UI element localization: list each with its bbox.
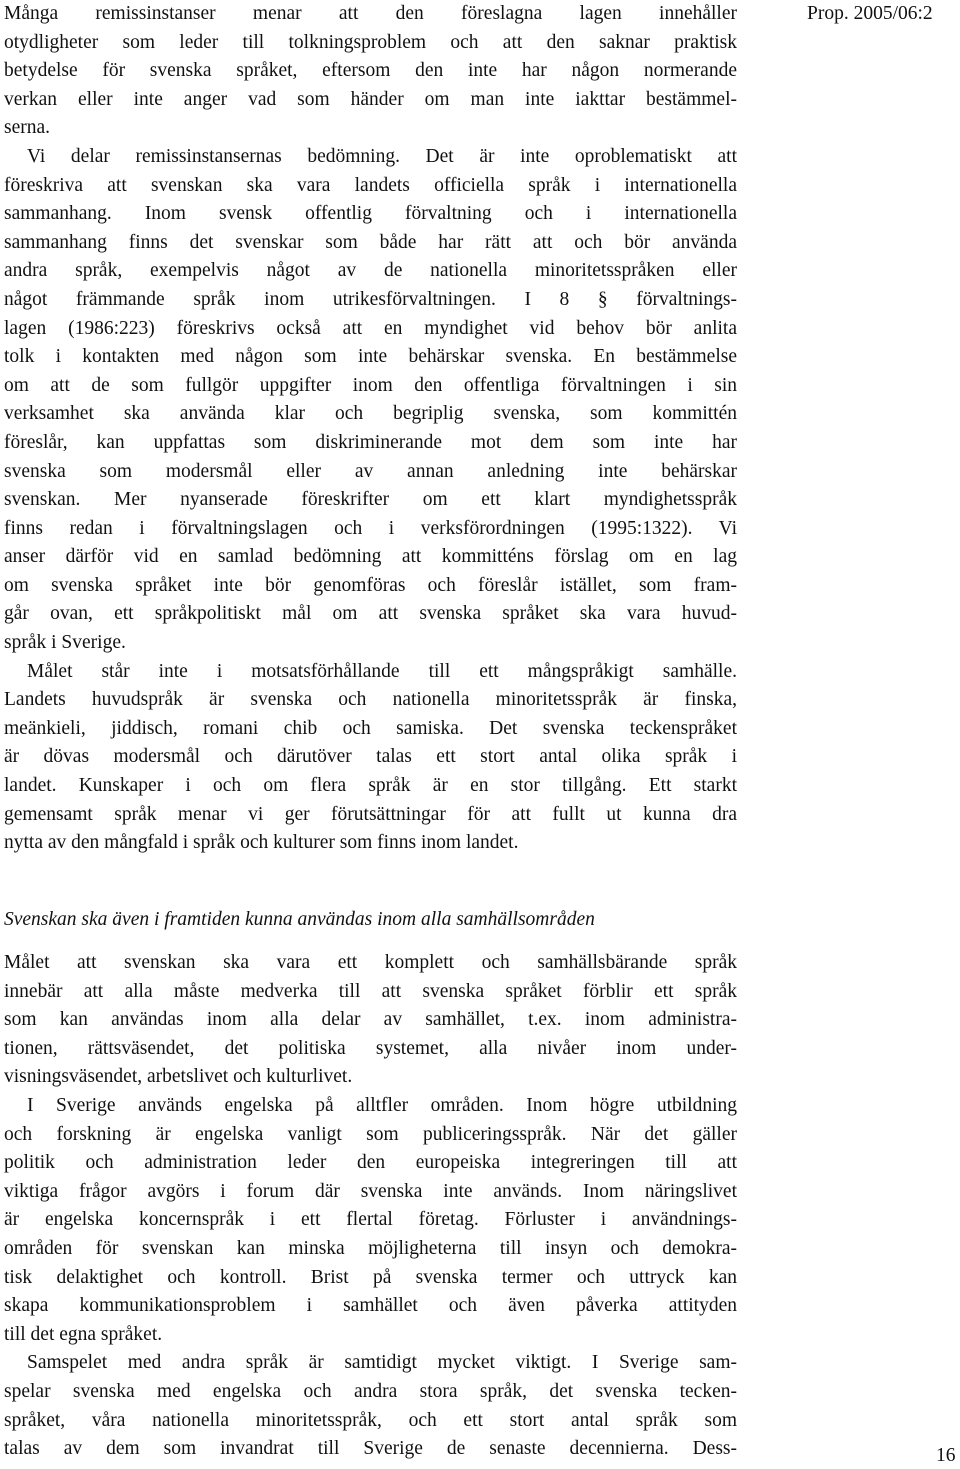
text-line: nytta av den mångfald i språk och kulturer som finns inom landet. xyxy=(4,832,519,854)
text-line: otydligheter som leder till tolkningsproblem och att den saknar praktisk xyxy=(4,31,737,53)
text-line: föreslår, kan uppfattas som diskriminerande mot dem som inte har xyxy=(4,431,737,453)
text-line: språk i Sverige. xyxy=(4,632,126,654)
text-line: Målet står inte i motsatsförhållande till ett mångspråkigt samhälle. xyxy=(27,660,737,682)
text-line: Många remissinstanser menar att den föreslagna lagen innehåller xyxy=(4,3,737,24)
text-line: om att de som fullgör uppgifter inom den offentliga förvaltningen i sin xyxy=(4,374,737,396)
text-line: spelar svenska med engelska och andra stora språk, det svenska tecken- xyxy=(4,1380,737,1402)
page-number: 16 xyxy=(936,1445,956,1466)
text-line: som kan användas inom alla delar av samhället, t.ex. inom administra- xyxy=(4,1009,737,1031)
lower-text-block xyxy=(4,949,737,1464)
text-line: gemensamt språk menar vi ger förutsättningar för att fullt ut kunna dra xyxy=(4,803,737,825)
text-line: om svenska språket inte bör genomföras och föreslår istället, som fram- xyxy=(4,574,737,596)
paragraph xyxy=(4,0,737,143)
text-line: sammanhang. Inom svensk offentlig förvaltning och i internationella xyxy=(4,203,737,225)
text-line: innebär att alla måste medverka till att svenska språket förblir ett språk xyxy=(4,980,737,1002)
text-line: är engelska koncernspråk i ett flertal företag. Förluster i användnings- xyxy=(4,1209,737,1231)
text-line: finns redan i förvaltningslagen och i verksförordningen (1995:1322). Vi xyxy=(4,517,737,539)
text-line: Vi delar remissinstansernas bedömning. Det är inte oproblematiskt att xyxy=(27,145,737,167)
text-line: föreskriva att svenskan ska vara landets officiella språk i internationella xyxy=(4,174,737,196)
text-line: sammanhang finns det svenskar som både har rätt att och bör använda xyxy=(4,231,737,253)
text-line: svenska som modersmål eller av annan anledning inte behärskar xyxy=(4,460,737,482)
text-line: anser därför vid en samlad bedömning att kommitténs förslag om en lag xyxy=(4,546,737,568)
section-heading: Svenskan ska även i framtiden kunna användas inom alla samhällsområden xyxy=(4,909,595,930)
text-line: något främmande språk inom utrikesförvaltningen. I 8 § förvaltnings- xyxy=(4,288,737,310)
text-line: tolk i kontakten med någon som inte behärskar svenska. En bestämmelse xyxy=(4,346,737,368)
text-line: går ovan, ett språkpolitiskt mål om att svenska språket ska vara huvud- xyxy=(4,603,737,625)
text-line: är dövas modersmål och därutöver talas ett stort antal olika språk i xyxy=(4,746,737,768)
text-line: och forskning är engelska vanligt som publiceringsspråk. När det gäller xyxy=(4,1123,737,1145)
text-line: landet. Kunskaper i och om flera språk är en stor tillgång. Ett starkt xyxy=(4,775,737,797)
text-line: verkan eller inte anger vad som händer om man inte iakttar bestämmel- xyxy=(4,88,737,110)
text-line: språket, våra nationella minoritetsspråk, och ett stort antal språk som xyxy=(4,1409,737,1431)
text-line: visningsväsendet, arbetslivet och kulturlivet. xyxy=(4,1066,353,1088)
text-line: talas av dem som invandrat till Sverige de senaste decennierna. Dess- xyxy=(4,1438,737,1460)
text-line: serna. xyxy=(4,117,51,139)
text-line: viktiga frågor avgörs i forum där svenska inte används. Inom näringslivet xyxy=(4,1180,737,1202)
text-line: verksamhet ska använda klar och begriplig svenska, som kommittén xyxy=(4,403,737,425)
text-line: I Sverige används engelska på alltfler områden. Inom högre utbildning xyxy=(27,1094,737,1116)
text-line: Landets huvudspråk är svenska och nationella minoritetsspråk är finska, xyxy=(4,689,737,711)
text-line: lagen (1986:223) föreskrivs också att en myndighet vid behov bör anlita xyxy=(4,317,737,339)
text-line: politik och administration leder den europeiska integreringen till att xyxy=(4,1152,737,1174)
prop-reference: Prop. 2005/06:2 xyxy=(807,3,933,24)
text-line: meänkieli, jiddisch, romani chib och samiska. Det svenska teckenspråket xyxy=(4,717,737,739)
paragraph xyxy=(4,658,737,858)
text-line: skapa kommunikationsproblem i samhället och även påverka attityden xyxy=(4,1295,737,1317)
paragraph xyxy=(4,1349,737,1463)
text-line: tionen, rättsväsendet, det politiska systemet, alla nivåer inom under- xyxy=(4,1037,737,1059)
paragraph xyxy=(4,1092,737,1349)
text-line: tisk delaktighet och kontroll. Brist på svenska termer och uttryck kan xyxy=(4,1266,737,1288)
text-line: Målet att svenskan ska vara ett komplett och samhällsbärande språk xyxy=(4,952,737,973)
text-line: till det egna språket. xyxy=(4,1323,163,1345)
upper-text-block xyxy=(4,0,737,858)
paragraph xyxy=(4,949,737,1092)
text-line: svenskan. Mer nyanserade föreskrifter om ett klart myndighetsspråk xyxy=(4,489,737,511)
text-line: andra språk, exempelvis något av de nationella minoritetsspråken eller xyxy=(4,260,737,282)
text-line: betydelse för svenska språket, eftersom den inte har någon normerande xyxy=(4,60,737,82)
text-line: områden för svenskan kan minska möjligheterna till insyn och demokra- xyxy=(4,1237,737,1259)
paragraph xyxy=(4,143,737,658)
text-line: Samspelet med andra språk är samtidigt mycket viktigt. I Sverige sam- xyxy=(27,1352,737,1374)
